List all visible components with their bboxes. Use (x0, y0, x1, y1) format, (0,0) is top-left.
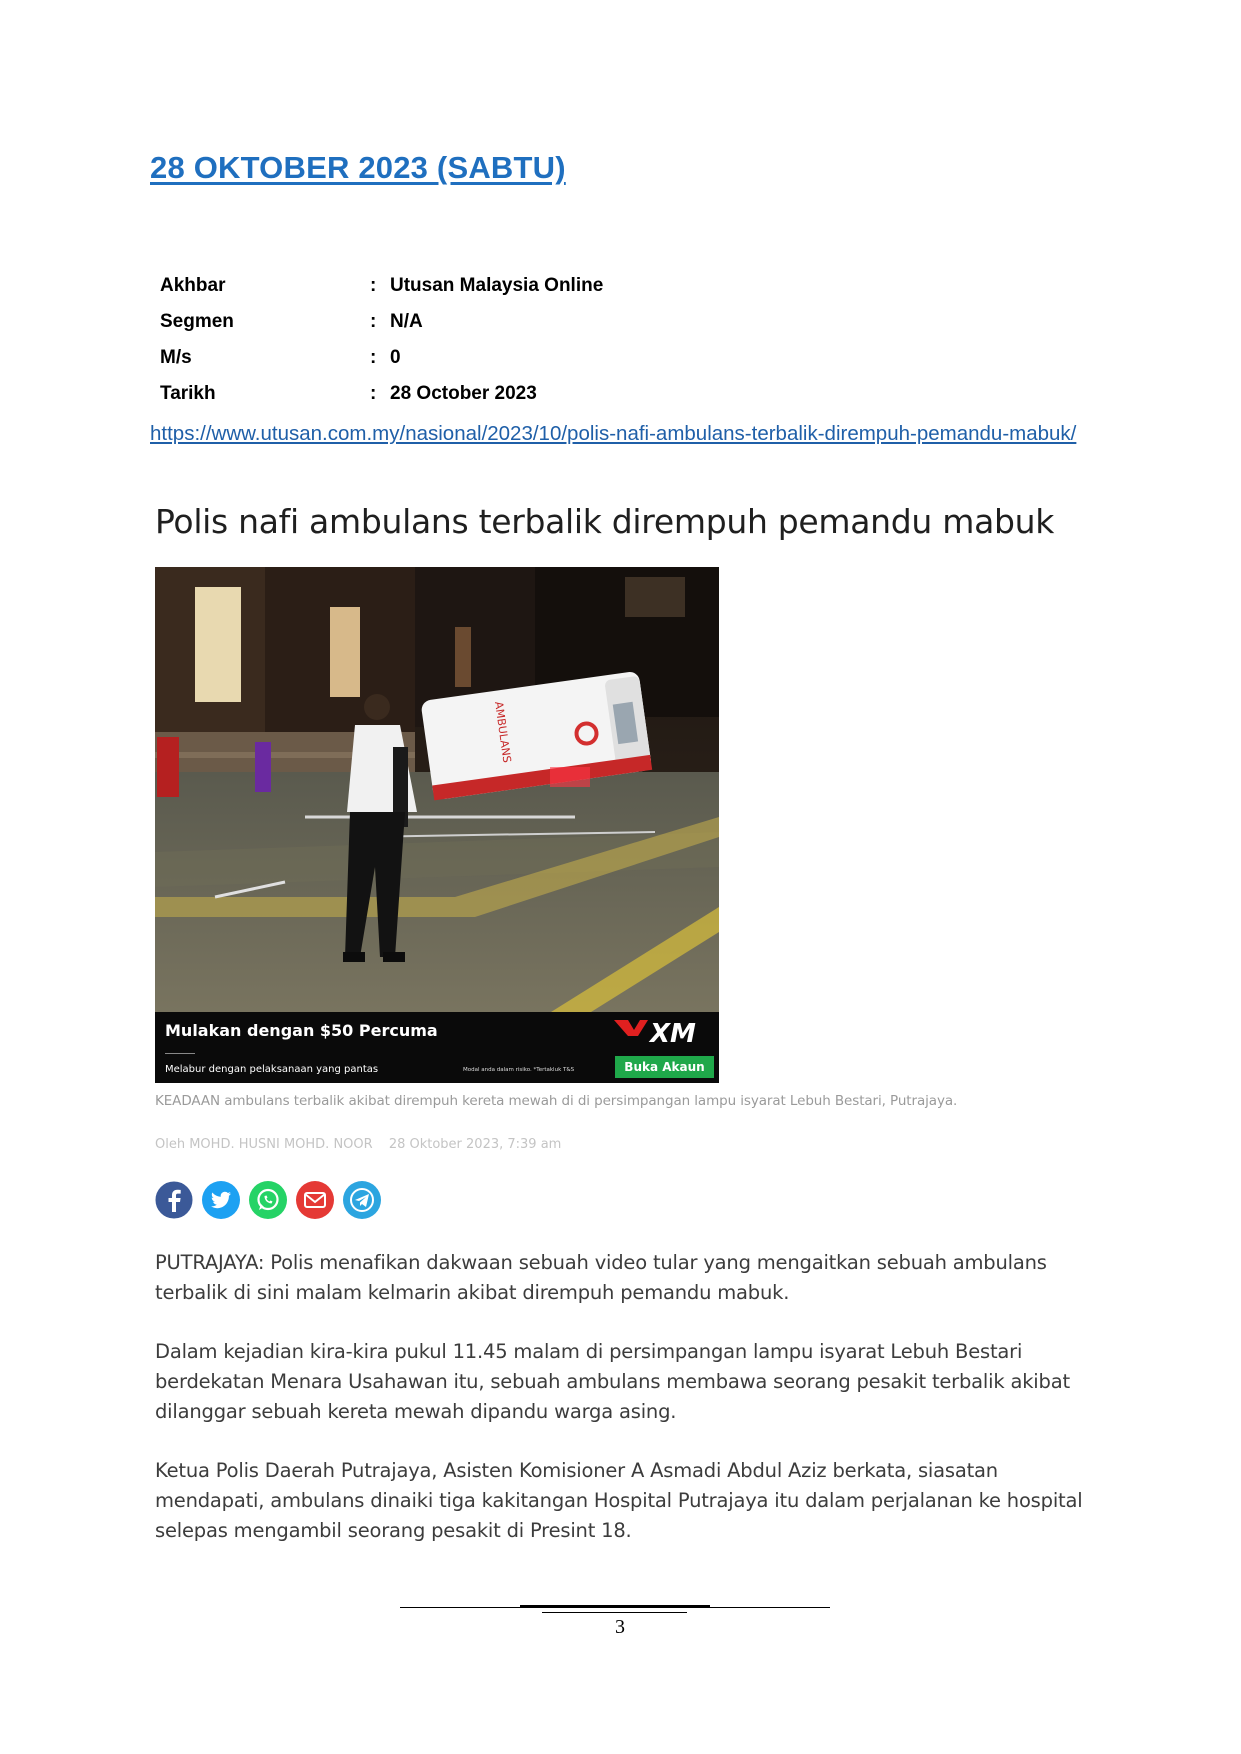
article-paragraph: Ketua Polis Daerah Putrajaya, Asisten Komisioner A Asmadi Abdul Aziz berkata, siasatan mendapati, ambulans dinaiki tiga kakitangan Hospital Putrajaya itu dalam perjalanan ke hospital selepas mengambil seorang pesakit di Presint 18. (155, 1459, 1083, 1542)
byline-timestamp: 28 Oktober 2023, 7:39 am (388, 1137, 562, 1152)
article-meta-table (160, 268, 603, 412)
ad-title: Mulakan dengan $50 Percuma (165, 1021, 438, 1040)
meta-value: Utusan Malaysia Online (390, 275, 604, 296)
meta-row-ms (160, 340, 603, 376)
footer-divider (400, 1607, 830, 1608)
article-byline (155, 1137, 561, 1152)
meta-separator: : (370, 275, 377, 296)
ad-open-account-button[interactable]: Buka Akaun (615, 1056, 714, 1078)
date-heading: 28 OKTOBER 2023 (SABTU) (150, 150, 566, 185)
article-paragraph: PUTRAJAYA: Polis menafikan dakwaan sebuah video tular yang mengaitkan sebuah ambulans terbalik di sini malam kelmarin akibat dirempuh pemandu mabuk. (155, 1251, 1047, 1304)
article-headline: Polis nafi ambulans terbalik dirempuh pemandu mabuk (155, 502, 1055, 541)
accident-scene-illustration (155, 567, 719, 1083)
whatsapp-icon[interactable] (247, 1179, 289, 1221)
telegram-icon[interactable] (341, 1179, 383, 1221)
photo-caption: KEADAAN ambulans terbalik akibat dirempuh kereta mewah di di persimpangan lampu isyarat Lebuh Bestari, Putrajaya. (155, 1093, 958, 1109)
facebook-icon[interactable] (153, 1179, 195, 1221)
footer-divider-accent (520, 1605, 710, 1607)
xm-logo (610, 1014, 715, 1050)
meta-label: Tarikh (160, 383, 216, 404)
ad-fine-print: Modal anda dalam risiko. *Tertakluk T&S (463, 1067, 575, 1073)
article-paragraph: Dalam kejadian kira-kira pukul 11.45 malam di persimpangan lampu isyarat Lebuh Bestari berdekatan Menara Usahawan itu, sebuah ambulans membawa seorang pesakit terbalik akibat dilanggar sebuah kereta mewah dipandu warga asing. (155, 1340, 1070, 1423)
meta-row-akhbar (160, 268, 603, 304)
vehicle-label: AMBULANS (492, 700, 514, 764)
footer-divider-short (542, 1612, 687, 1613)
meta-value: N/A (390, 311, 423, 332)
email-icon[interactable] (294, 1179, 336, 1221)
ad-subtitle: Melabur dengan pelaksanaan yang pantas (165, 1064, 379, 1075)
meta-row-tarikh (160, 376, 603, 412)
meta-row-segmen (160, 304, 603, 340)
twitter-icon[interactable] (200, 1179, 242, 1221)
meta-value: 28 October 2023 (390, 383, 537, 404)
ad-brand: XM (650, 1019, 696, 1049)
meta-value: 0 (390, 347, 401, 368)
meta-separator: : (370, 383, 377, 404)
meta-separator: : (370, 347, 377, 368)
page-number: 3 (615, 1616, 625, 1638)
meta-label: M/s (160, 347, 192, 368)
byline-author: Oleh MOHD. HUSNI MOHD. NOOR (155, 1137, 373, 1152)
source-url-link[interactable]: https://www.utusan.com.my/nasional/2023/10/polis-nafi-ambulans-terbalik-dirempuh-pemandu-mabuk/ (150, 422, 1077, 445)
meta-separator: : (370, 311, 377, 332)
article-photo (155, 567, 719, 1083)
meta-label: Segmen (160, 311, 234, 332)
meta-label: Akhbar (160, 275, 226, 296)
